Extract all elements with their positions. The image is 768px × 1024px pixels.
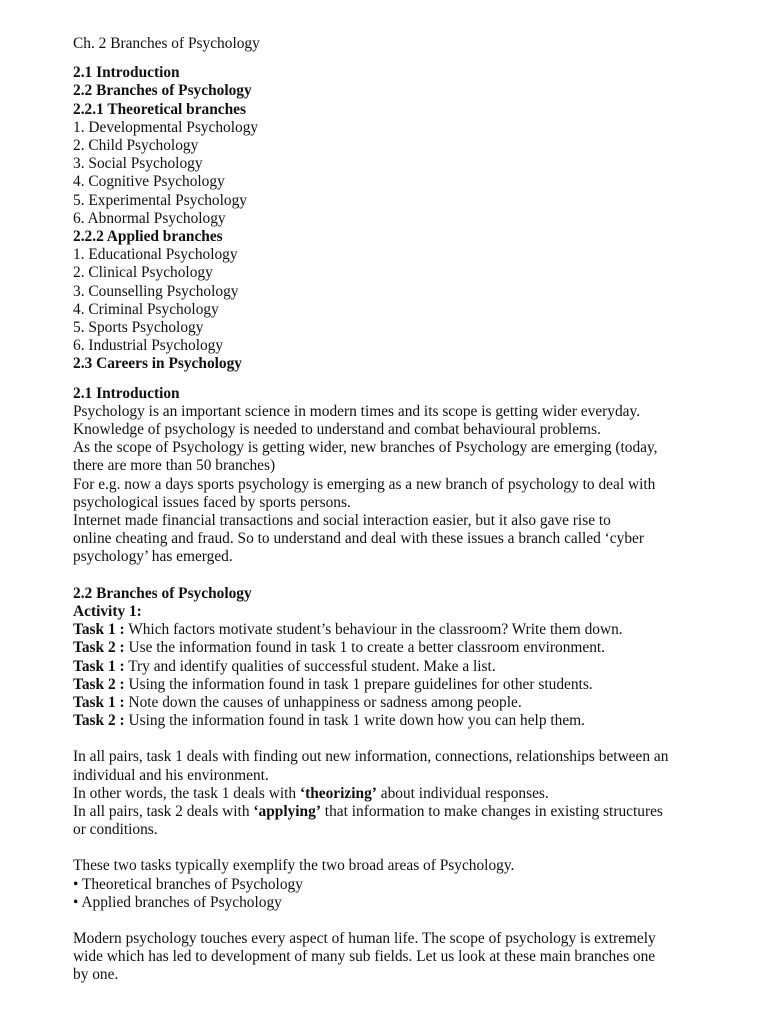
toc-applied-item: 4. Criminal Psychology [73,300,219,318]
spacer [73,567,728,585]
task-line [73,676,728,694]
section-heading: 2.2 Branches of Psychology [73,584,252,602]
toc-applied-item: 5. Sports Psychology [73,319,204,337]
spacer [73,839,728,857]
task-label: Task 2 : [73,712,125,730]
paragraph-line: Knowledge of psychology is needed to understand and combat behavioural problems. [73,421,601,439]
toc-intro: 2.1 Introduction [73,64,180,82]
toc-theoretical-item: 6. Abnormal Psychology [73,209,226,227]
toc-applied-item: 2. Clinical Psychology [73,264,213,282]
paragraph-line [73,785,728,803]
bullet-item: • Theoretical branches of Psychology [73,875,303,893]
document-title: Ch. 2 Branches of Psychology [73,35,260,52]
paragraph-line: For e.g. now a days sports psychology is emerging as a new branch of psychology to deal with [73,475,656,493]
task-line [73,712,728,730]
task-label: Task 1 : [73,657,125,675]
spacer [73,912,728,930]
task-line [73,621,728,639]
paragraph-line: psychology’ has emerged. [73,548,233,566]
paragraph-line: psychological issues faced by sports persons. [73,493,351,511]
text-run: about individual responses. [376,784,549,802]
task-line [73,694,728,712]
toc-theoretical-heading: 2.2.1 Theoretical branches [73,100,246,118]
toc-careers: 2.3 Careers in Psychology [73,355,242,373]
toc-theoretical-item: 3. Social Psychology [73,155,203,173]
task-text: Using the information found in task 1 prepare guidelines for other students. [124,675,593,693]
toc-branches: 2.2 Branches of Psychology [73,82,252,100]
paragraph-line: In all pairs, task 1 deals with finding out new information, connections, relationships between an [73,748,669,766]
spacer [73,374,728,385]
spacer [73,730,728,748]
toc-applied-heading: 2.2.2 Applied branches [73,228,223,246]
paragraph-line: or conditions. [73,821,158,839]
paragraph-line: Psychology is an important science in modern times and its scope is getting wider everyday. [73,402,641,420]
paragraph-line: there are more than 50 branches) [73,457,276,475]
text-run: In other words, the task 1 deals with [73,784,300,802]
task-label: Task 2 : [73,639,125,657]
toc-applied-item: 3. Counselling Psychology [73,282,239,300]
activity-heading: Activity 1: [73,602,142,620]
toc-theoretical-item: 5. Experimental Psychology [73,191,247,209]
paragraph-line: wide which has led to development of many sub fields. Let us look at these main branches one [73,948,656,966]
toc-applied-item: 1. Educational Psychology [73,246,238,264]
toc-theoretical-item: 2. Child Psychology [73,137,199,155]
task-line [73,658,728,676]
paragraph-line [73,803,728,821]
task-line [73,639,728,657]
task-text: Which factors motivate student’s behaviour in the classroom? Write them down. [124,621,623,639]
task-text: Try and identify qualities of successful student. Make a list. [124,657,496,675]
paragraph-line: online cheating and fraud. So to understand and deal with these issues a branch called ‘cyber [73,530,644,548]
paragraph-line: Modern psychology touches every aspect of human life. The scope of psychology is extremely [73,929,656,947]
task-text: Use the information found in task 1 to create a better classroom environment. [124,639,606,657]
spacer [73,53,728,64]
branches-section [73,585,728,985]
paragraph-line: As the scope of Psychology is getting wider, new branches of Psychology are emerging (today, [73,439,658,457]
task-text: Note down the causes of unhappiness or sadness among people. [124,693,522,711]
toc-theoretical-item: 4. Cognitive Psychology [73,173,225,191]
emphasis-theorizing: ‘theorizing’ [299,784,377,802]
task-text: Using the information found in task 1 write down how you can help them. [124,712,585,730]
task-label: Task 1 : [73,693,125,711]
section-heading: 2.1 Introduction [73,384,180,402]
paragraph-line: Internet made financial transactions and social interaction easier, but it also gave rise to [73,512,611,530]
table-of-contents [73,64,728,373]
text-run: that information to make changes in existing structures [320,802,663,820]
paragraph-line: These two tasks typically exemplify the two broad areas of Psychology. [73,857,515,875]
paragraph-line: by one. [73,966,119,984]
emphasis-applying: ‘applying’ [253,802,321,820]
paragraph-line: individual and his environment. [73,766,269,784]
task-label: Task 2 : [73,675,125,693]
text-run: In all pairs, task 2 deals with [73,802,254,820]
task-label: Task 1 : [73,621,125,639]
toc-theoretical-item: 1. Developmental Psychology [73,118,259,136]
intro-section [73,385,728,567]
toc-applied-item: 6. Industrial Psychology [73,337,224,355]
bullet-item: • Applied branches of Psychology [73,893,282,911]
